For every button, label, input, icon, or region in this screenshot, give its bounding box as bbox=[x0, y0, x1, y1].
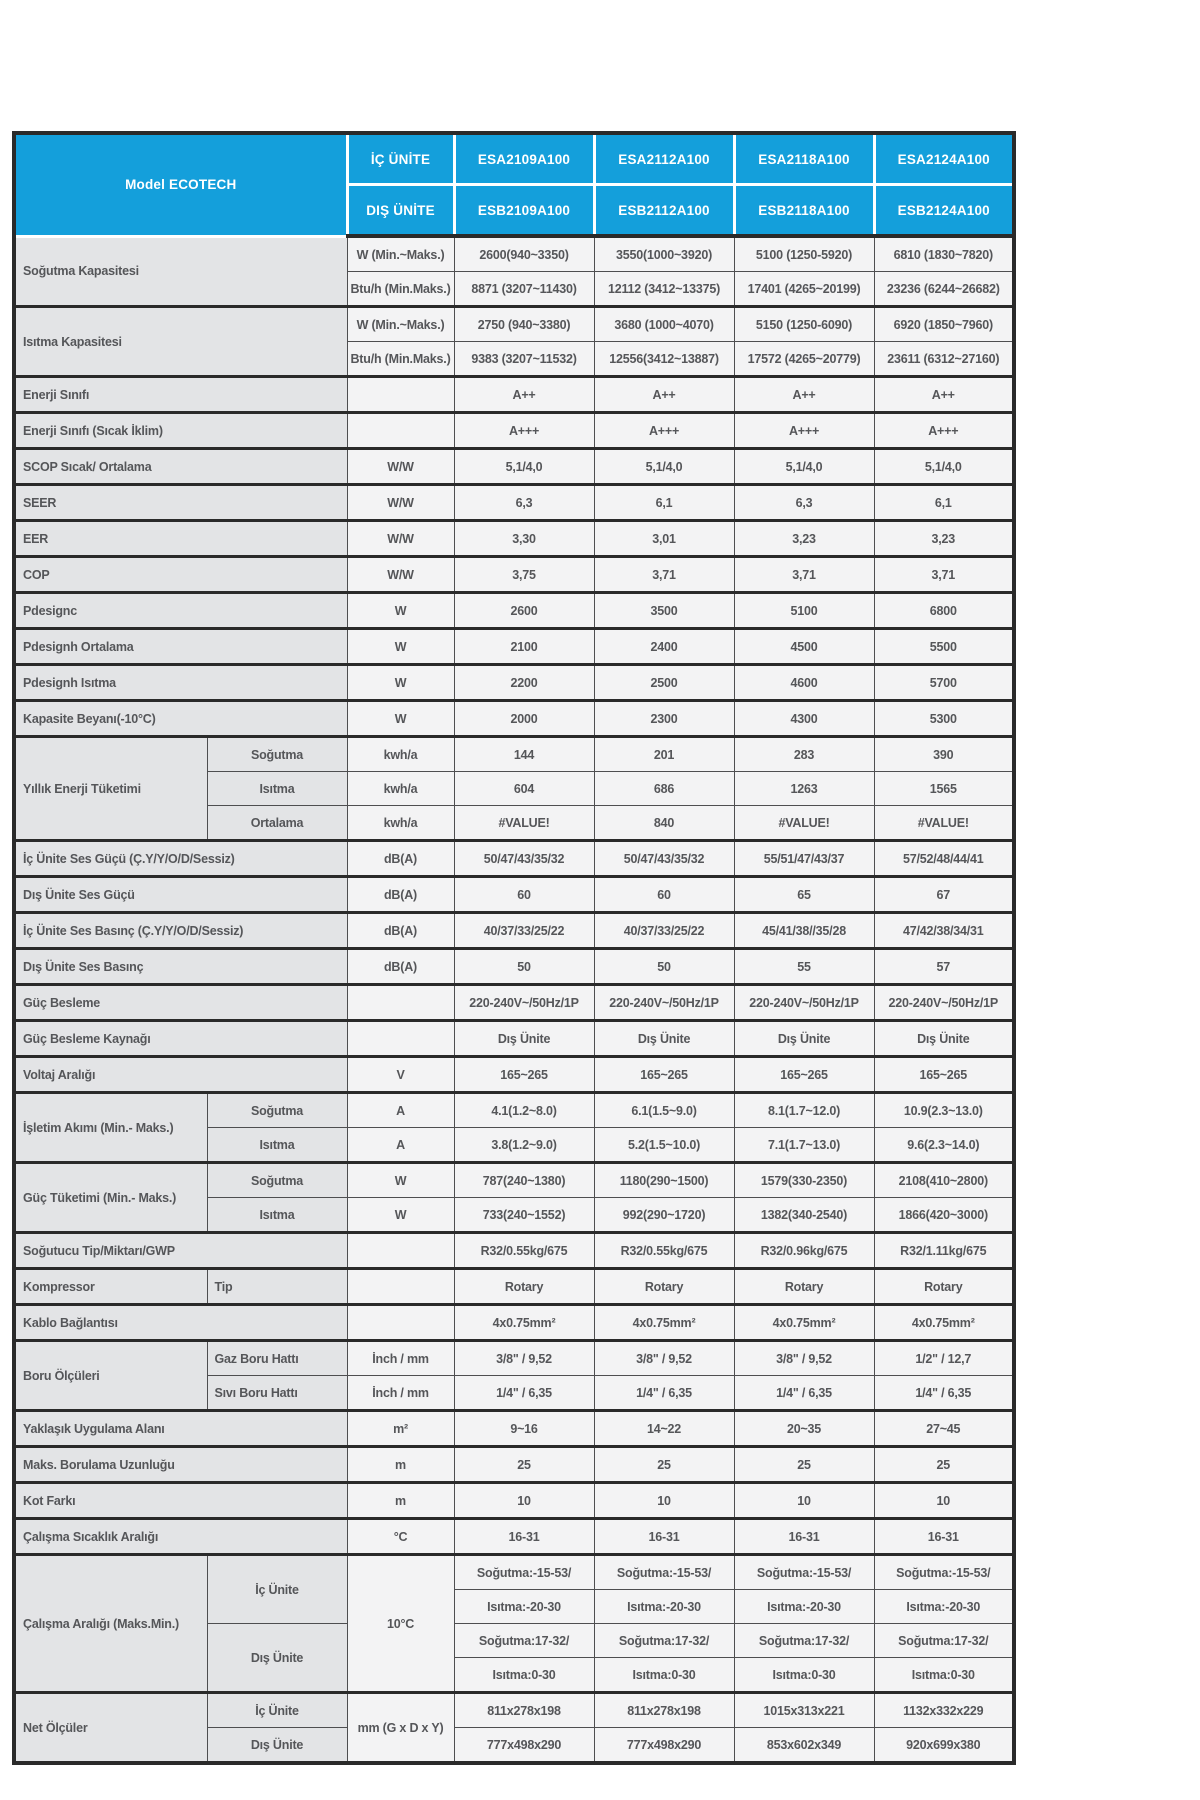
value-cell: 3550(1000~3920) bbox=[594, 236, 734, 272]
value-cell: 5.2(1.5~10.0) bbox=[594, 1128, 734, 1163]
row-label: Net Ölçüler bbox=[14, 1693, 207, 1764]
value-cell: 40/37/33/25/22 bbox=[454, 913, 594, 949]
value-cell: A+++ bbox=[874, 413, 1014, 449]
value-cell: 16-31 bbox=[734, 1519, 874, 1555]
value-cell: 8871 (3207~11430) bbox=[454, 272, 594, 307]
value-cell: 1565 bbox=[874, 772, 1014, 806]
value-cell: 1/4" / 6,35 bbox=[594, 1376, 734, 1411]
unit-cell: W bbox=[347, 593, 454, 629]
row-sublabel: Ortalama bbox=[207, 806, 347, 841]
unit-cell: kwh/a bbox=[347, 806, 454, 841]
value-cell: 3,71 bbox=[734, 557, 874, 593]
row-label: SCOP Sıcak/ Ortalama bbox=[14, 449, 347, 485]
unit-cell: m bbox=[347, 1483, 454, 1519]
value-cell: 16-31 bbox=[874, 1519, 1014, 1555]
unit-cell: m bbox=[347, 1447, 454, 1483]
row-label: Pdesignc bbox=[14, 593, 347, 629]
value-cell: 686 bbox=[594, 772, 734, 806]
unit-cell: W/W bbox=[347, 521, 454, 557]
value-cell: 55 bbox=[734, 949, 874, 985]
value-cell: 57/52/48/44/41 bbox=[874, 841, 1014, 877]
value-cell: 25 bbox=[454, 1447, 594, 1483]
value-cell: Dış Ünite bbox=[734, 1021, 874, 1057]
row-label: Voltaj Aralığı bbox=[14, 1057, 347, 1093]
row-label: SEER bbox=[14, 485, 347, 521]
value-cell: 10 bbox=[734, 1483, 874, 1519]
value-cell: #VALUE! bbox=[874, 806, 1014, 841]
row-label: Kompressor bbox=[14, 1269, 207, 1305]
value-cell: 3,23 bbox=[874, 521, 1014, 557]
unit-cell: dB(A) bbox=[347, 913, 454, 949]
row-label: Pdesignh Ortalama bbox=[14, 629, 347, 665]
value-cell: 47/42/38/34/31 bbox=[874, 913, 1014, 949]
unit-cell: A bbox=[347, 1128, 454, 1163]
unit-cell: W/W bbox=[347, 557, 454, 593]
value-cell: 2600(940~3350) bbox=[454, 236, 594, 272]
value-cell: 3,71 bbox=[874, 557, 1014, 593]
value-cell: 45/41/38//35/28 bbox=[734, 913, 874, 949]
value-cell: Rotary bbox=[594, 1269, 734, 1305]
row-label: İşletim Akımı (Min.- Maks.) bbox=[14, 1093, 207, 1163]
row-label: Yıllık Enerji Tüketimi bbox=[14, 737, 207, 841]
value-cell: 50/47/43/35/32 bbox=[594, 841, 734, 877]
unit-cell: W bbox=[347, 665, 454, 701]
row-label: İç Ünite Ses Güçü (Ç.Y/Y/O/D/Sessiz) bbox=[14, 841, 347, 877]
value-cell: 777x498x290 bbox=[594, 1728, 734, 1764]
value-cell: A++ bbox=[594, 377, 734, 413]
value-cell: 12112 (3412~13375) bbox=[594, 272, 734, 307]
outdoor-model-1: ESB2112A100 bbox=[594, 185, 734, 237]
row-label: Dış Ünite Ses Güçü bbox=[14, 877, 347, 913]
value-cell: 23236 (6244~26682) bbox=[874, 272, 1014, 307]
unit-cell: W (Min.~Maks.) bbox=[347, 307, 454, 342]
value-cell: 777x498x290 bbox=[454, 1728, 594, 1764]
row-label: Soğutma Kapasitesi bbox=[14, 236, 347, 307]
value-cell: Soğutma:-15-53/ bbox=[594, 1555, 734, 1590]
spec-table-body bbox=[14, 236, 1014, 1763]
indoor-unit-header-cell: İÇ ÜNİTE bbox=[347, 133, 454, 185]
row-sublabel: Isıtma bbox=[207, 772, 347, 806]
value-cell: R32/0.96kg/675 bbox=[734, 1233, 874, 1269]
value-cell: 1/4" / 6,35 bbox=[454, 1376, 594, 1411]
value-cell: 5100 (1250-5920) bbox=[734, 236, 874, 272]
value-cell: 5,1/4,0 bbox=[454, 449, 594, 485]
value-cell: 6,1 bbox=[874, 485, 1014, 521]
value-cell: 3,01 bbox=[594, 521, 734, 557]
row-label: Kapasite Beyanı(-10°C) bbox=[14, 701, 347, 737]
unit-cell bbox=[347, 1305, 454, 1341]
row-label: COP bbox=[14, 557, 347, 593]
value-cell: 23611 (6312~27160) bbox=[874, 342, 1014, 377]
value-cell: 10 bbox=[594, 1483, 734, 1519]
outdoor-unit-header-cell: DIŞ ÜNİTE bbox=[347, 185, 454, 237]
value-cell: 3680 (1000~4070) bbox=[594, 307, 734, 342]
row-sublabel: Tip bbox=[207, 1269, 347, 1305]
unit-cell bbox=[347, 413, 454, 449]
value-cell: 14~22 bbox=[594, 1411, 734, 1447]
value-cell: 10 bbox=[454, 1483, 594, 1519]
value-cell: 5500 bbox=[874, 629, 1014, 665]
row-sublabel: İç Ünite bbox=[207, 1693, 347, 1728]
value-cell: 1015x313x221 bbox=[734, 1693, 874, 1728]
value-cell: 25 bbox=[734, 1447, 874, 1483]
value-cell: 4x0.75mm² bbox=[874, 1305, 1014, 1341]
value-cell: 6920 (1850~7960) bbox=[874, 307, 1014, 342]
unit-cell: mm (G x D x Y) bbox=[347, 1693, 454, 1764]
value-cell: 144 bbox=[454, 737, 594, 772]
row-label: Kablo Bağlantısı bbox=[14, 1305, 347, 1341]
unit-cell bbox=[347, 1269, 454, 1305]
row-label: Enerji Sınıfı (Sıcak İklim) bbox=[14, 413, 347, 449]
value-cell: 67 bbox=[874, 877, 1014, 913]
value-cell: 5150 (1250-6090) bbox=[734, 307, 874, 342]
row-label: Kot Farkı bbox=[14, 1483, 347, 1519]
value-cell: 50 bbox=[594, 949, 734, 985]
row-label: Isıtma Kapasitesi bbox=[14, 307, 347, 377]
value-cell: 9.6(2.3~14.0) bbox=[874, 1128, 1014, 1163]
value-cell: 60 bbox=[454, 877, 594, 913]
value-cell: A++ bbox=[734, 377, 874, 413]
value-cell: 17401 (4265~20199) bbox=[734, 272, 874, 307]
value-cell: 3.8(1.2~9.0) bbox=[454, 1128, 594, 1163]
value-cell: 9383 (3207~11532) bbox=[454, 342, 594, 377]
value-cell: 5,1/4,0 bbox=[594, 449, 734, 485]
value-cell: 4600 bbox=[734, 665, 874, 701]
row-sublabel: Isıtma bbox=[207, 1128, 347, 1163]
value-cell: 1382(340-2540) bbox=[734, 1198, 874, 1233]
value-cell: 4500 bbox=[734, 629, 874, 665]
value-cell: 27~45 bbox=[874, 1411, 1014, 1447]
value-cell: 920x699x380 bbox=[874, 1728, 1014, 1764]
value-cell: 220-240V~/50Hz/1P bbox=[734, 985, 874, 1021]
value-cell: Dış Ünite bbox=[454, 1021, 594, 1057]
value-cell: 3/8" / 9,52 bbox=[454, 1341, 594, 1376]
value-cell: Isıtma:0-30 bbox=[594, 1658, 734, 1693]
value-cell: 2100 bbox=[454, 629, 594, 665]
value-cell: 7.1(1.7~13.0) bbox=[734, 1128, 874, 1163]
value-cell: 5300 bbox=[874, 701, 1014, 737]
value-cell: 6800 bbox=[874, 593, 1014, 629]
outdoor-model-0: ESB2109A100 bbox=[454, 185, 594, 237]
value-cell: 5100 bbox=[734, 593, 874, 629]
unit-cell: dB(A) bbox=[347, 949, 454, 985]
row-label: Pdesignh Isıtma bbox=[14, 665, 347, 701]
unit-cell: Btu/h (Min.Maks.) bbox=[347, 272, 454, 307]
value-cell: 165~265 bbox=[594, 1057, 734, 1093]
row-sublabel: Soğutma bbox=[207, 1093, 347, 1128]
unit-cell: V bbox=[347, 1057, 454, 1093]
row-label: Güç Tüketimi (Min.- Maks.) bbox=[14, 1163, 207, 1233]
value-cell: R32/0.55kg/675 bbox=[454, 1233, 594, 1269]
unit-cell bbox=[347, 1233, 454, 1269]
value-cell: 16-31 bbox=[454, 1519, 594, 1555]
value-cell: 1/2" / 12,7 bbox=[874, 1341, 1014, 1376]
row-sublabel: Dış Ünite bbox=[207, 1624, 347, 1693]
value-cell: 2400 bbox=[594, 629, 734, 665]
value-cell: Soğutma:-15-53/ bbox=[454, 1555, 594, 1590]
value-cell: 6,3 bbox=[734, 485, 874, 521]
value-cell: 6,3 bbox=[454, 485, 594, 521]
value-cell: Isıtma:-20-30 bbox=[734, 1590, 874, 1624]
unit-cell: 10°C bbox=[347, 1555, 454, 1693]
value-cell: Rotary bbox=[454, 1269, 594, 1305]
row-sublabel: Soğutma bbox=[207, 1163, 347, 1198]
row-label: Dış Ünite Ses Basınç bbox=[14, 949, 347, 985]
row-label: İç Ünite Ses Basınç (Ç.Y/Y/O/D/Sessiz) bbox=[14, 913, 347, 949]
value-cell: Soğutma:17-32/ bbox=[594, 1624, 734, 1658]
spec-table bbox=[12, 131, 1016, 1765]
value-cell: 5700 bbox=[874, 665, 1014, 701]
unit-cell: m² bbox=[347, 1411, 454, 1447]
value-cell: 2500 bbox=[594, 665, 734, 701]
value-cell: Soğutma:17-32/ bbox=[734, 1624, 874, 1658]
value-cell: 787(240~1380) bbox=[454, 1163, 594, 1198]
row-label: Maks. Borulama Uzunluğu bbox=[14, 1447, 347, 1483]
value-cell: 60 bbox=[594, 877, 734, 913]
indoor-model-1: ESA2112A100 bbox=[594, 133, 734, 185]
value-cell: A+++ bbox=[734, 413, 874, 449]
value-cell: 3/8" / 9,52 bbox=[594, 1341, 734, 1376]
value-cell: Isıtma:0-30 bbox=[734, 1658, 874, 1693]
value-cell: A+++ bbox=[454, 413, 594, 449]
indoor-model-2: ESA2118A100 bbox=[734, 133, 874, 185]
value-cell: #VALUE! bbox=[734, 806, 874, 841]
value-cell: R32/0.55kg/675 bbox=[594, 1233, 734, 1269]
value-cell: 3500 bbox=[594, 593, 734, 629]
value-cell: 4.1(1.2~8.0) bbox=[454, 1093, 594, 1128]
value-cell: 165~265 bbox=[454, 1057, 594, 1093]
unit-cell bbox=[347, 985, 454, 1021]
value-cell: Rotary bbox=[874, 1269, 1014, 1305]
unit-cell: İnch / mm bbox=[347, 1376, 454, 1411]
value-cell: 4x0.75mm² bbox=[594, 1305, 734, 1341]
row-label: Enerji Sınıfı bbox=[14, 377, 347, 413]
spec-sheet bbox=[12, 131, 1016, 1765]
row-label: Çalışma Aralığı (Maks.Min.) bbox=[14, 1555, 207, 1693]
value-cell: 733(240~1552) bbox=[454, 1198, 594, 1233]
value-cell: 1866(420~3000) bbox=[874, 1198, 1014, 1233]
unit-cell bbox=[347, 377, 454, 413]
row-label: Boru Ölçüleri bbox=[14, 1341, 207, 1411]
unit-cell: dB(A) bbox=[347, 877, 454, 913]
value-cell: 3,30 bbox=[454, 521, 594, 557]
unit-cell: kwh/a bbox=[347, 772, 454, 806]
unit-cell: W (Min.~Maks.) bbox=[347, 236, 454, 272]
unit-cell: W bbox=[347, 629, 454, 665]
value-cell: 853x602x349 bbox=[734, 1728, 874, 1764]
unit-cell: W/W bbox=[347, 449, 454, 485]
outdoor-model-3: ESB2124A100 bbox=[874, 185, 1014, 237]
value-cell: 1/4" / 6,35 bbox=[874, 1376, 1014, 1411]
unit-cell: °C bbox=[347, 1519, 454, 1555]
value-cell: 57 bbox=[874, 949, 1014, 985]
value-cell: 4x0.75mm² bbox=[734, 1305, 874, 1341]
spec-table-header bbox=[14, 133, 1014, 236]
value-cell: 1/4" / 6,35 bbox=[734, 1376, 874, 1411]
unit-cell: A bbox=[347, 1093, 454, 1128]
value-cell: 3,23 bbox=[734, 521, 874, 557]
value-cell: Rotary bbox=[734, 1269, 874, 1305]
unit-cell: W bbox=[347, 1198, 454, 1233]
value-cell: 25 bbox=[594, 1447, 734, 1483]
unit-cell: dB(A) bbox=[347, 841, 454, 877]
value-cell: 5,1/4,0 bbox=[734, 449, 874, 485]
row-label: Çalışma Sıcaklık Aralığı bbox=[14, 1519, 347, 1555]
outdoor-model-2: ESB2118A100 bbox=[734, 185, 874, 237]
value-cell: 50/47/43/35/32 bbox=[454, 841, 594, 877]
value-cell: 65 bbox=[734, 877, 874, 913]
value-cell: 5,1/4,0 bbox=[874, 449, 1014, 485]
value-cell: Isıtma:0-30 bbox=[874, 1658, 1014, 1693]
value-cell: 2750 (940~3380) bbox=[454, 307, 594, 342]
value-cell: 6810 (1830~7820) bbox=[874, 236, 1014, 272]
row-label: EER bbox=[14, 521, 347, 557]
row-sublabel: Gaz Boru Hattı bbox=[207, 1341, 347, 1376]
value-cell: 1132x332x229 bbox=[874, 1693, 1014, 1728]
row-label: Güç Besleme bbox=[14, 985, 347, 1021]
value-cell: 992(290~1720) bbox=[594, 1198, 734, 1233]
value-cell: Soğutma:17-32/ bbox=[874, 1624, 1014, 1658]
value-cell: 6,1 bbox=[594, 485, 734, 521]
value-cell: 20~35 bbox=[734, 1411, 874, 1447]
value-cell: Soğutma:17-32/ bbox=[454, 1624, 594, 1658]
value-cell: 220-240V~/50Hz/1P bbox=[454, 985, 594, 1021]
value-cell: 220-240V~/50Hz/1P bbox=[594, 985, 734, 1021]
value-cell: 8.1(1.7~12.0) bbox=[734, 1093, 874, 1128]
value-cell: A++ bbox=[874, 377, 1014, 413]
value-cell: 3/8" / 9,52 bbox=[734, 1341, 874, 1376]
value-cell: A+++ bbox=[594, 413, 734, 449]
value-cell: 2000 bbox=[454, 701, 594, 737]
value-cell: 25 bbox=[874, 1447, 1014, 1483]
value-cell: 2200 bbox=[454, 665, 594, 701]
value-cell: A++ bbox=[454, 377, 594, 413]
value-cell: 811x278x198 bbox=[594, 1693, 734, 1728]
value-cell: 220-240V~/50Hz/1P bbox=[874, 985, 1014, 1021]
row-label: Soğutucu Tip/Miktarı/GWP bbox=[14, 1233, 347, 1269]
value-cell: 6.1(1.5~9.0) bbox=[594, 1093, 734, 1128]
unit-cell: Btu/h (Min.Maks.) bbox=[347, 342, 454, 377]
value-cell: #VALUE! bbox=[454, 806, 594, 841]
value-cell: 165~265 bbox=[874, 1057, 1014, 1093]
value-cell: 16-31 bbox=[594, 1519, 734, 1555]
model-header-cell: Model ECOTECH bbox=[14, 133, 347, 236]
value-cell: Soğutma:-15-53/ bbox=[874, 1555, 1014, 1590]
value-cell: 3,75 bbox=[454, 557, 594, 593]
row-sublabel: Sıvı Boru Hattı bbox=[207, 1376, 347, 1411]
unit-cell: kwh/a bbox=[347, 737, 454, 772]
value-cell: 3,71 bbox=[594, 557, 734, 593]
row-sublabel: Soğutma bbox=[207, 737, 347, 772]
unit-cell bbox=[347, 1021, 454, 1057]
value-cell: 12556(3412~13887) bbox=[594, 342, 734, 377]
value-cell: Soğutma:-15-53/ bbox=[734, 1555, 874, 1590]
row-sublabel: İç Ünite bbox=[207, 1555, 347, 1624]
value-cell: 1263 bbox=[734, 772, 874, 806]
value-cell: Dış Ünite bbox=[594, 1021, 734, 1057]
value-cell: 17572 (4265~20779) bbox=[734, 342, 874, 377]
value-cell: R32/1.11kg/675 bbox=[874, 1233, 1014, 1269]
value-cell: 2108(410~2800) bbox=[874, 1163, 1014, 1198]
value-cell: 1579(330-2350) bbox=[734, 1163, 874, 1198]
value-cell: 55/51/47/43/37 bbox=[734, 841, 874, 877]
value-cell: 604 bbox=[454, 772, 594, 806]
indoor-model-0: ESA2109A100 bbox=[454, 133, 594, 185]
value-cell: 201 bbox=[594, 737, 734, 772]
value-cell: Isıtma:-20-30 bbox=[454, 1590, 594, 1624]
unit-cell: İnch / mm bbox=[347, 1341, 454, 1376]
value-cell: 165~265 bbox=[734, 1057, 874, 1093]
unit-cell: W/W bbox=[347, 485, 454, 521]
row-label: Yaklaşık Uygulama Alanı bbox=[14, 1411, 347, 1447]
unit-cell: W bbox=[347, 701, 454, 737]
value-cell: Isıtma:-20-30 bbox=[594, 1590, 734, 1624]
value-cell: 2600 bbox=[454, 593, 594, 629]
value-cell: 4x0.75mm² bbox=[454, 1305, 594, 1341]
value-cell: 50 bbox=[454, 949, 594, 985]
value-cell: 1180(290~1500) bbox=[594, 1163, 734, 1198]
indoor-model-3: ESA2124A100 bbox=[874, 133, 1014, 185]
row-sublabel: Dış Ünite bbox=[207, 1728, 347, 1764]
value-cell: 390 bbox=[874, 737, 1014, 772]
value-cell: 10 bbox=[874, 1483, 1014, 1519]
value-cell: 2300 bbox=[594, 701, 734, 737]
row-label: Güç Besleme Kaynağı bbox=[14, 1021, 347, 1057]
value-cell: 840 bbox=[594, 806, 734, 841]
value-cell: 283 bbox=[734, 737, 874, 772]
value-cell: 9~16 bbox=[454, 1411, 594, 1447]
value-cell: 40/37/33/25/22 bbox=[594, 913, 734, 949]
value-cell: 4300 bbox=[734, 701, 874, 737]
unit-cell: W bbox=[347, 1163, 454, 1198]
value-cell: Dış Ünite bbox=[874, 1021, 1014, 1057]
value-cell: Isıtma:-20-30 bbox=[874, 1590, 1014, 1624]
value-cell: 10.9(2.3~13.0) bbox=[874, 1093, 1014, 1128]
row-sublabel: Isıtma bbox=[207, 1198, 347, 1233]
value-cell: Isıtma:0-30 bbox=[454, 1658, 594, 1693]
value-cell: 811x278x198 bbox=[454, 1693, 594, 1728]
